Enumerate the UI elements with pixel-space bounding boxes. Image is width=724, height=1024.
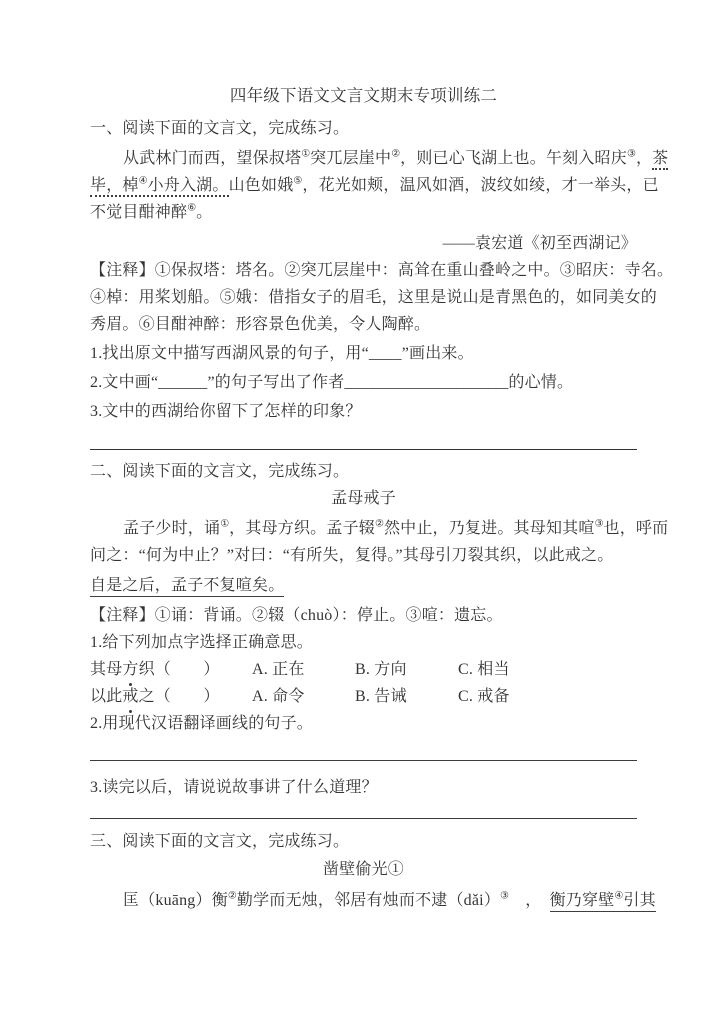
note-ref-superscript: ②: [391, 148, 401, 160]
note-ref-superscript: ②: [227, 890, 237, 902]
section2-passage-line3: [90, 572, 637, 599]
section2-passage-line1: 孟子少时，诵①，其母方织。孟子辍②然中止，乃复进。其母知其喧③也，呼而: [123, 518, 669, 537]
choice-row-2-option-a: A. 命令: [252, 688, 305, 705]
section1-attribution: ——袁宏道《初至西湖记》: [442, 235, 637, 252]
section1-notes-line1: 【注释】①保叔塔：塔名。②突兀层崖中：高耸在重山叠岭之中。③昭庆：寺名。: [90, 262, 674, 279]
section1-passage-line2: 毕，棹④小舟入湖。山色如娥⑤，花光如颊，温风如酒，波纹如绫，才一举头，已: [90, 172, 637, 199]
choice-row-2: [90, 683, 637, 710]
note-ref-superscript: ③: [500, 890, 509, 902]
section1-passage-line3: 不觉目酣神醉⑥。: [90, 202, 213, 221]
note-ref-superscript: ①: [301, 148, 311, 160]
section2-passage-line2: 问之：“何为中止？”对曰：“有所失，复得。”其母引刀裂其织，以此戒之。: [90, 547, 614, 564]
choice-row-1-option-a: A. 正在: [252, 661, 305, 678]
emphasized-char: 戒: [122, 683, 138, 710]
note-ref-superscript: ③: [594, 518, 604, 530]
section1-notes-line2: ④棹：用桨划船。⑤娥：借指女子的眉毛，这里是说山是青黑色的，如同美女的: [90, 289, 658, 306]
choice-row-2-option-c: C. 戒备: [458, 688, 510, 705]
page-title: 四年级下语文文言文期末专项训练二: [229, 86, 498, 105]
note-ref-superscript: ⑤: [293, 175, 303, 187]
note-ref-superscript: ④: [614, 890, 624, 902]
solid-underline-text: 自是之后，孟子不复喧矣。: [90, 577, 284, 597]
choice-row-2-option-b: B. 告诫: [355, 688, 407, 705]
section1-question-3: 3.文中的西湖给你留下了怎样的印象？: [90, 403, 362, 420]
note-ref-superscript: ⑥: [187, 202, 197, 214]
answer-line: [90, 818, 637, 819]
section3-passage-title: 凿壁偷光①: [322, 861, 404, 878]
section1-question-1: 1.找出原文中描写西湖风景的句子，用“____”画出来。: [90, 345, 474, 362]
dotted-underline-text: 茶: [652, 150, 668, 170]
section2-question-1: 1.给下列加点字选择正确意思。: [90, 634, 314, 651]
section2-notes: 【注释】①诵：背诵。②辍（chuò）：停止。③喧：遗忘。: [90, 607, 503, 624]
section2-question-2: 2.用现代汉语翻译画线的句子。: [90, 715, 314, 732]
dotted-underline-text: 毕，棹④小舟入湖。: [90, 177, 229, 197]
choice-row-1-option-c: C. 相当: [458, 661, 510, 678]
section3-passage-line1: 匡（kuāng）衡②勤学而无烛，邻居有烛而不逮（dǎi）③ ， 衡乃穿壁④引其: [90, 887, 637, 914]
note-ref-superscript: ④: [138, 175, 148, 187]
section1-notes-line3: 秀眉。⑥目酣神醉：形容景色优美，令人陶醉。: [90, 316, 431, 333]
choice-row-1-option-b: B. 方向: [355, 661, 407, 678]
answer-line: [90, 760, 637, 761]
solid-underline-text: 衡乃穿壁④引其: [550, 892, 656, 912]
note-ref-superscript: ①: [220, 518, 230, 530]
section-divider: [90, 449, 637, 450]
note-ref-superscript: ②: [374, 518, 384, 530]
choice-row-2-stem: 以此戒之（ ）: [90, 683, 252, 710]
choice-row-1-stem: 其母方织（ ）: [90, 656, 252, 683]
choice-row-1: [90, 656, 637, 683]
section1-header: 一、阅读下面的文言文，完成练习。: [90, 120, 350, 137]
section2-header: 二、阅读下面的文言文，完成练习。: [90, 463, 350, 480]
section3-header: 三、阅读下面的文言文，完成练习。: [90, 833, 350, 850]
section1-passage-line1: 从武林门而西，望保叔塔①突兀层崖中②，则已心飞湖上也。午刻入昭庆③，茶: [90, 145, 637, 172]
note-ref-superscript: ③: [626, 148, 636, 160]
emphasized-char: 方: [122, 656, 138, 683]
section2-passage-title: 孟母戒子: [331, 490, 396, 507]
section2-question-3: 3.读完以后，请说说故事讲了什么道理？: [90, 779, 378, 796]
section1-question-2: 2.文中画“______”的句子写出了作者____________________的心情。: [90, 374, 574, 391]
